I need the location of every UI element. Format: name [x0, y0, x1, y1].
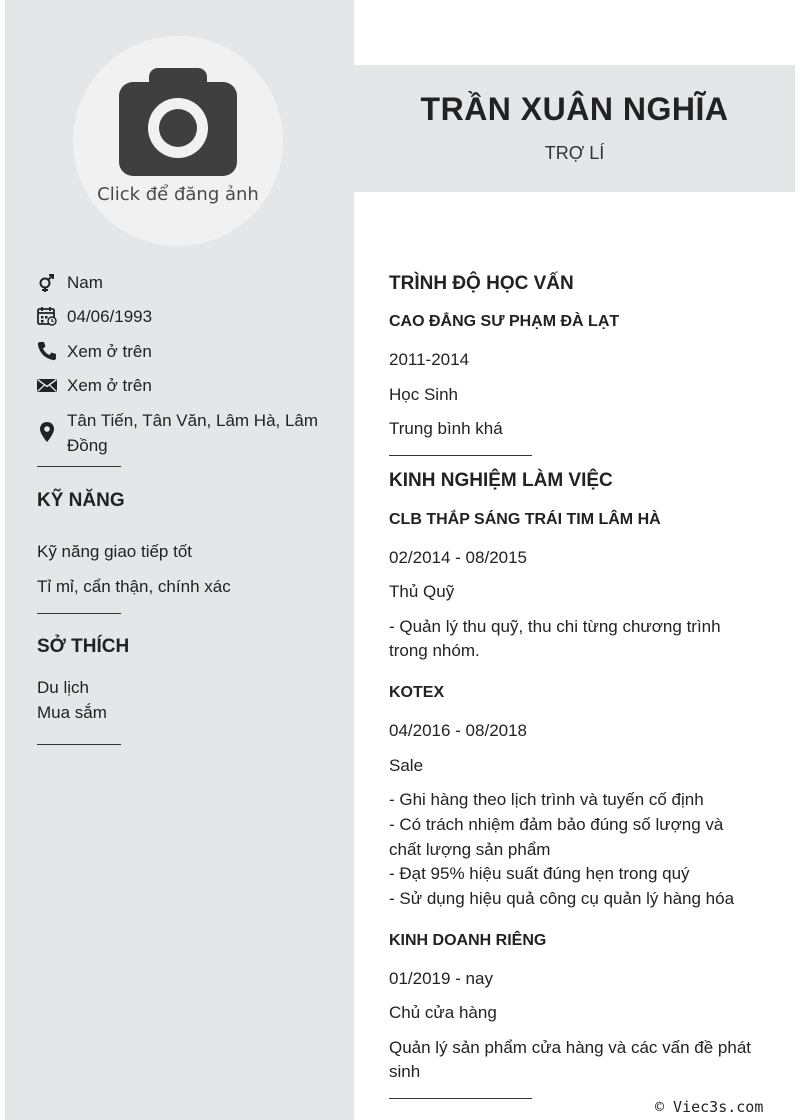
divider: [37, 613, 121, 614]
gender-text: Nam: [67, 273, 103, 292]
photo-caption: Click để đăng ảnh: [97, 184, 259, 205]
email-text: Xem ở trên: [67, 376, 152, 395]
divider: [389, 1098, 532, 1099]
divider: [37, 466, 121, 467]
skill-item: Tỉ mỉ, cẩn thận, chính xác: [37, 577, 231, 596]
job-description-line: trong nhóm.: [389, 641, 480, 660]
job-description-line: - Sử dụng hiệu quả công cụ quản lý hàng hóa: [389, 889, 735, 908]
job-description-line: Quản lý sản phẩm cửa hàng và các vấn đề phát: [389, 1038, 751, 1057]
job-description-line: chất lượng sản phẩm: [389, 840, 551, 859]
job-description-line: - Có trách nhiệm đảm bảo đúng số lượng và: [389, 815, 724, 834]
calendar-icon: [37, 306, 57, 326]
job-company: KINH DOANH RIÊNG: [389, 932, 547, 949]
job-title: TRỢ LÍ: [544, 143, 605, 163]
camera-icon: [115, 66, 241, 176]
education-heading: TRÌNH ĐỘ HỌC VẤN: [389, 273, 574, 294]
divider: [389, 455, 532, 456]
full-name: TRẦN XUÂN NGHĨA: [420, 91, 729, 127]
footer-credit[interactable]: © Viec3s.com: [655, 1098, 764, 1116]
education-grade: Trung bình khá: [389, 419, 503, 438]
education-period: 2011-2014: [389, 350, 470, 369]
job-position: Chủ cửa hàng: [389, 1003, 497, 1022]
job-description-line: sinh: [389, 1062, 421, 1081]
education-role: Học Sinh: [389, 385, 458, 404]
skills-heading: KỸ NĂNG: [37, 490, 125, 511]
job-period: 04/2016 - 08/2018: [389, 721, 528, 740]
gender-icon: [37, 272, 57, 292]
divider: [37, 744, 121, 745]
name-header: [354, 65, 795, 192]
photo-upload[interactable]: [73, 36, 283, 246]
job-period: 02/2014 - 08/2015: [389, 548, 528, 567]
job-description-line: - Đạt 95% hiệu suất đúng hẹn trong quý: [389, 864, 690, 883]
phone-icon: [37, 341, 57, 361]
phone-text: Xem ở trên: [67, 342, 152, 361]
job-company: KOTEX: [389, 684, 445, 701]
job-company: CLB THẮP SÁNG TRÁI TIM LÂM HÀ: [389, 511, 661, 528]
job-period: 01/2019 - nay: [389, 969, 493, 988]
map-pin-icon: [37, 422, 57, 442]
school-name: CAO ĐẲNG SƯ PHẠM ĐÀ LẠT: [389, 313, 620, 330]
job-position: Sale: [389, 756, 424, 775]
envelope-icon: [37, 375, 57, 395]
hobby-item: Mua sắm: [37, 703, 107, 722]
hobbies-heading: SỞ THÍCH: [37, 636, 130, 657]
dob-text: 04/06/1993: [67, 307, 153, 326]
sidebar: [5, 0, 354, 1120]
job-description-line: - Quản lý thu quỹ, thu chi từng chương trình: [389, 617, 721, 636]
hobby-item: Du lịch: [37, 678, 89, 697]
experience-heading: KINH NGHIỆM LÀM VIỆC: [389, 470, 613, 491]
address-text: Tân Tiến, Tân Văn, Lâm Hà, Lâm Đồng: [67, 411, 319, 455]
job-position: Thủ Quỹ: [389, 582, 455, 601]
job-description-line: - Ghi hàng theo lịch trình và tuyến cố định: [389, 790, 704, 809]
skill-item: Kỹ năng giao tiếp tốt: [37, 542, 193, 561]
